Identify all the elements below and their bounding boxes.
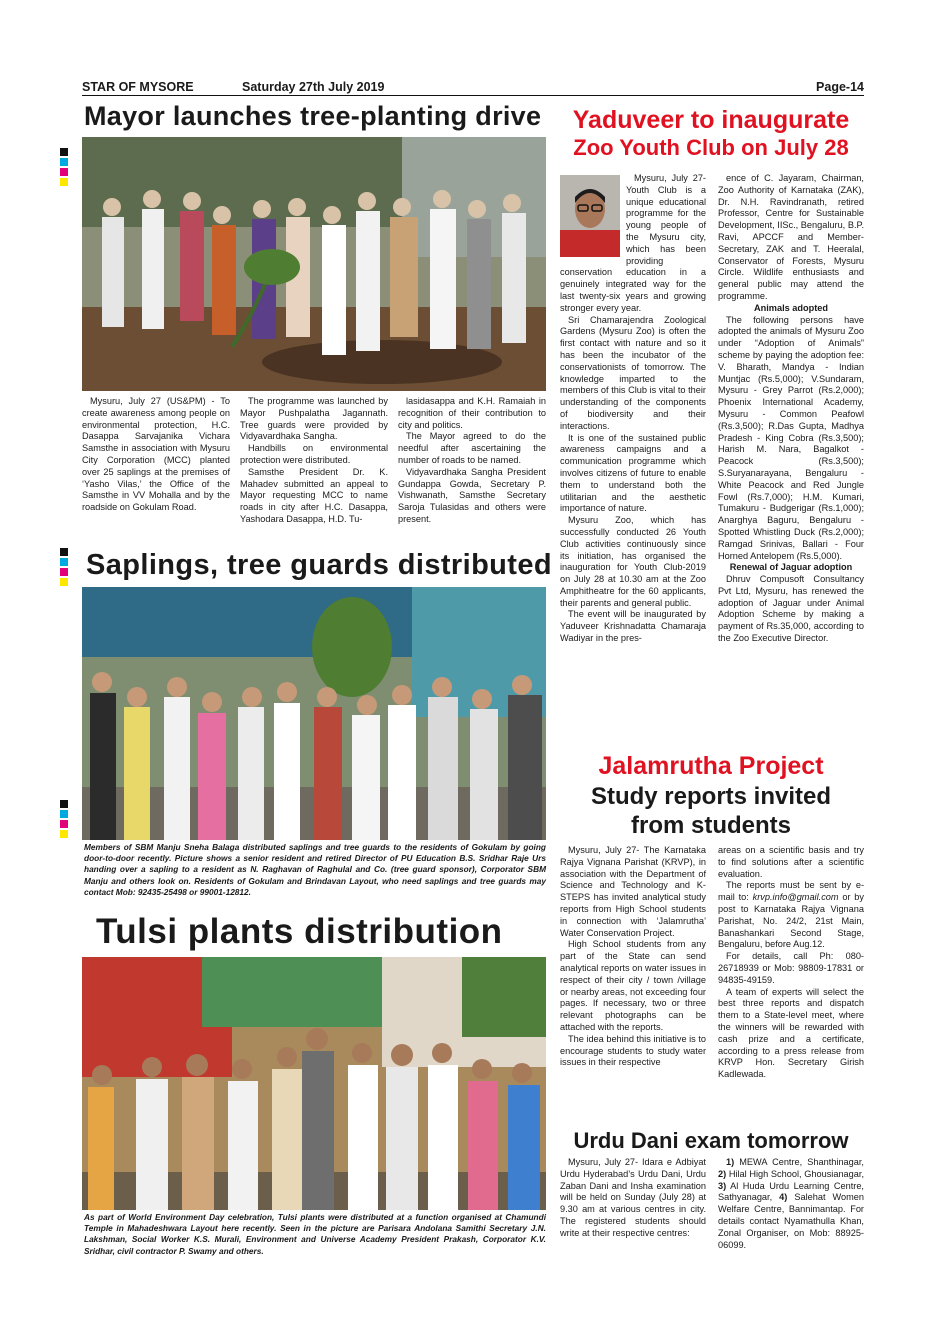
registration-mark [60, 168, 68, 176]
registration-mark [60, 800, 68, 808]
caption-saplings: Members of SBM Manju Sneha Balaga distributed saplings and tree guards to the residents of Gokulam by going door-to-door recently. Picture shows a senior resident and retired Director of PU Education B.S. Sridhar Raje Urs handing over a sapling to a resident as N. Raghavan of Raghulal and Co. (tree guard sponsor), Corporator SBM Manju and others look on. Residents of Gokulam and Brindavan Layout, who need saplings and tree guards may contact Mob: 92435-25498 or 99001-12812. [84, 842, 546, 897]
headline-study-reports-line1: Study reports invited [590, 783, 832, 810]
portrait-photo [560, 175, 620, 257]
kicker-jalamrutha: Jalamrutha Project [598, 752, 824, 780]
text-span: Salehat Women Welfare Centre, Bannimantap. For details contact Nyamathulla Khan, Zonal Organiser, on Mob: 88925-06099. [718, 1192, 864, 1250]
registration-mark [60, 148, 68, 156]
masthead [82, 78, 864, 96]
paragraph [718, 880, 864, 951]
list-number: 3) [718, 1180, 727, 1191]
subheading-animals-adopted: Animals adopted [753, 302, 829, 313]
registration-mark [60, 830, 68, 838]
list-number: 4) [779, 1192, 788, 1203]
list-number: 2) [718, 1168, 727, 1179]
paragraph: Mysuru, July 27- Idara e Adbiyat Urdu Hyderabad’s Urdu Dani, Urdu Zaban Dani and Insha examination will be held on Sunday (July 28) at 9.30 am at various centres in city. The registered students should write at their respective centres: [560, 1157, 706, 1238]
paragraph: Mysuru, July 27- The Karnataka Rajya Vignana Parishat (KRVP), in association with the Department of Science and Technology and K-STEPS has invited analytical study reports from High School students in connection with ‘Jalamrutha’ Water Conservation Project. [560, 845, 706, 938]
headline-urdu-dani: Urdu Dani exam tomorrow [573, 1128, 849, 1153]
paragraph: It is one of the sustained public awareness campaigns and a communication programme which involves citizens of future to enable them to understand both the utilitarian and the aesthetic importance of nature. [560, 432, 706, 514]
paragraph: Mysuru Zoo, which has successfully conducted 26 Youth Club activities continuously since its initiation, has organised the inauguration for Youth Club-2019 on July 28 at 10.30 am at the Zoo Amphitheatre for the 60 applicants, their parents and general public. [560, 515, 706, 608]
headline-tulsi: Tulsi plants distribution [96, 912, 503, 951]
paragraph: ence of C. Jayaram, Chairman, Zoo Authority of Karnataka (ZAK), Dr. N.H. Ravindranath, retired Professor, Centre for Sustainable Development, IISc., Bengaluru, B.P. Ravi, APCCF and Member-Secretary, ZAK and T. Heeralal, Conservator of Forests, Mysuru Circle. Wildlife enthusiasts and general public may attend the programme. [718, 173, 864, 301]
registration-mark [60, 810, 68, 818]
list-number: 1) [726, 1157, 735, 1167]
headline-yaduveer-line2: Zoo Youth Club on July 28 [573, 135, 849, 160]
paragraph: Mysuru, July 27-Youth Club is a unique educational programme for the young people of the Mysuru city, which has been providing conservation education in a genuinely integrated way for the last twenty-six years and growing stronger every year. [560, 173, 706, 313]
article-tree-planting [82, 396, 546, 546]
text-span: Al Huda Urdu Learning Centre, Sathyanagar, [718, 1180, 864, 1203]
paragraph: Sri Chamarajendra Zoological Gardens (Mysuru Zoo) is often the first contact with nature and so it has been the incubator of the conservationists of tomorrow. The knowledge imparted to the members of this Club is vital to their understanding of the components of biodiversity and their interactions. [560, 314, 706, 431]
paragraph: areas on a scientific basis and try to find solutions after a scientific evaluation. [718, 845, 864, 879]
registration-mark [60, 158, 68, 166]
registration-mark [60, 568, 68, 576]
registration-mark [60, 578, 68, 586]
paragraph: Dhruv Compusoft Consultancy Pvt Ltd, Mysuru, has renewed the adoption of Jaguar under Animal Adoption Scheme by making a payment of Rs.35,000, according to the Zoo Executive Director. [718, 574, 864, 644]
email-link[interactable]: krvp.info@gmail.com [752, 892, 839, 903]
paragraph: The event will be inaugurated by Yaduveer Krishnadatta Chamaraja Wadiyar in the pres- [560, 609, 706, 644]
photo-saplings [82, 587, 546, 840]
photo-tree-planting [82, 137, 546, 391]
newspaper-name: STAR OF MYSORE [82, 80, 194, 94]
paragraph [718, 1157, 864, 1251]
subheading-jaguar-renewal: Renewal of Jaguar adoption [729, 562, 853, 573]
registration-mark [60, 548, 68, 556]
paragraph: The following persons have adopted the animals of Mysuru Zoo under “Adoption of Animals” scheme by paying the adoption fee: V. Bharath, Mandya - Indian Muntjac (Rs.5,000); V.Sundaram, Mysuru - Grey Parrot (Rs.2,000); Phoenix International Academy, Mysuru - Common Peafowl (Rs.3,500); R.Das Gupta, Madhya Pradesh - King Cobra (Rs.3,500); Harish M. Nara, Bagalkot - Peacock (Rs.3,500); S.Suryanarayana, Bengaluru - White Peacock and Red Jungle Fowl (Rs.7,000); H.M. Kumari, Tumakuru - Budgerigar (Rs.1,000); Anarghya Baguru, Bengaluru - Spotted Whistling Duck (Rs.2,000); Ramgad Srinivas, Ballari - Four Horned Antelopem (Rs.5,000). [718, 314, 864, 561]
headline-study-reports-line2: from students [630, 812, 791, 839]
headline-tree-planting: Mayor launches tree-planting drive [84, 101, 542, 131]
text-span: or by post to Karnataka Rajya Vignana Parishat, No. 24/2, 21st Main, Banashankari Second Stage, Bengaluru, before Aug.12. [718, 892, 865, 950]
text-span: Hilal High School, Ghousianagar, [726, 1168, 864, 1179]
paragraph: lasidasappa and K.H. Ramaiah in recognition of their contribution to city and politics. [398, 396, 546, 430]
paragraph: Handbills on environmental protection were distributed. [240, 443, 388, 465]
paragraph: Samsthe President Dr. K. Mahadev submitted an appeal to Mayor requesting MCC to name roads in city after H.C. Dasappa, Yashodara Dasappa, H.D. Tu- [240, 466, 388, 524]
paragraph: High School students from any part of the State can send analytical reports on water issues in respect of their city / town /village or nearby areas, not exceeding four pages. If necessary, two or three relevant photographs can be attached with the reports. [560, 939, 706, 1032]
text-span: MEWA Centre, Shanthinagar, [734, 1157, 864, 1167]
registration-mark [60, 820, 68, 828]
headline-yaduveer-line1: Yaduveer to inaugurate [572, 106, 850, 134]
article-urdu-dani [560, 1157, 864, 1267]
paragraph: A team of experts will select the best three reports and dispatch them to a State-level meet, where the winners will be rewarded with cash prize and a certificate, according to a press release from KRVP Hon. Secretary Girish Kadlewada. [718, 986, 864, 1080]
headline-saplings: Saplings, tree guards distributed [86, 549, 552, 581]
article-zoo-youth-club [560, 173, 864, 748]
text-span: The reports must be sent by e-mail to: [718, 880, 864, 903]
photo-tulsi [82, 957, 546, 1210]
page-number: Page-14 [816, 80, 864, 94]
registration-mark [60, 558, 68, 566]
paragraph: For details, call Ph: 080-26718939 or Mob: 98809-17831 or 94835-49159. [718, 951, 864, 985]
article-jalamrutha [560, 845, 864, 1123]
paragraph: The programme was launched by Mayor Pushpalatha Jagannath. Tree guards were provided by Vidyavardhaka Sangha. [240, 396, 388, 442]
issue-date: Saturday 27th July 2019 [242, 80, 385, 94]
paragraph: Mysuru, July 27 (US&PM) - To create awareness among people on environmental protection, H.C. Dasappa Sarvajanika Vichara Samsthe in association with Mysuru City Corporation (MCC) planted over 25 saplings at the premises of ‘Yasho Vilas,’ the Office of the Samsthe in VV Mohalla and by the roadside on Gokulam Road. [82, 396, 230, 513]
registration-mark [60, 178, 68, 186]
paragraph: The Mayor agreed to do the needful after ascertaining the number of roads to be named. [398, 431, 546, 465]
paragraph: The idea behind this initiative is to encourage students to study water issues in their respective [560, 1033, 706, 1068]
paragraph: Vidyavardhaka Sangha President Gundappa Gowda, Secretary P. Vishwanath, Samsthe Secretary Saroja Tulasidas and others were present. [398, 466, 546, 524]
caption-tulsi: As part of World Environment Day celebration, Tulsi plants were distributed at a function organised at Chamundi Temple in Mahadeshwara Layout here recently. Seen in the picture are Parisara Andolana Samithi Secretary J.N. Lakshman, Social Worker K.S. Murali, Environment and Universe Academy President Prakash, Corporator K.V. Sridhar, civil contractor P. Swamy and others. [84, 1212, 546, 1256]
